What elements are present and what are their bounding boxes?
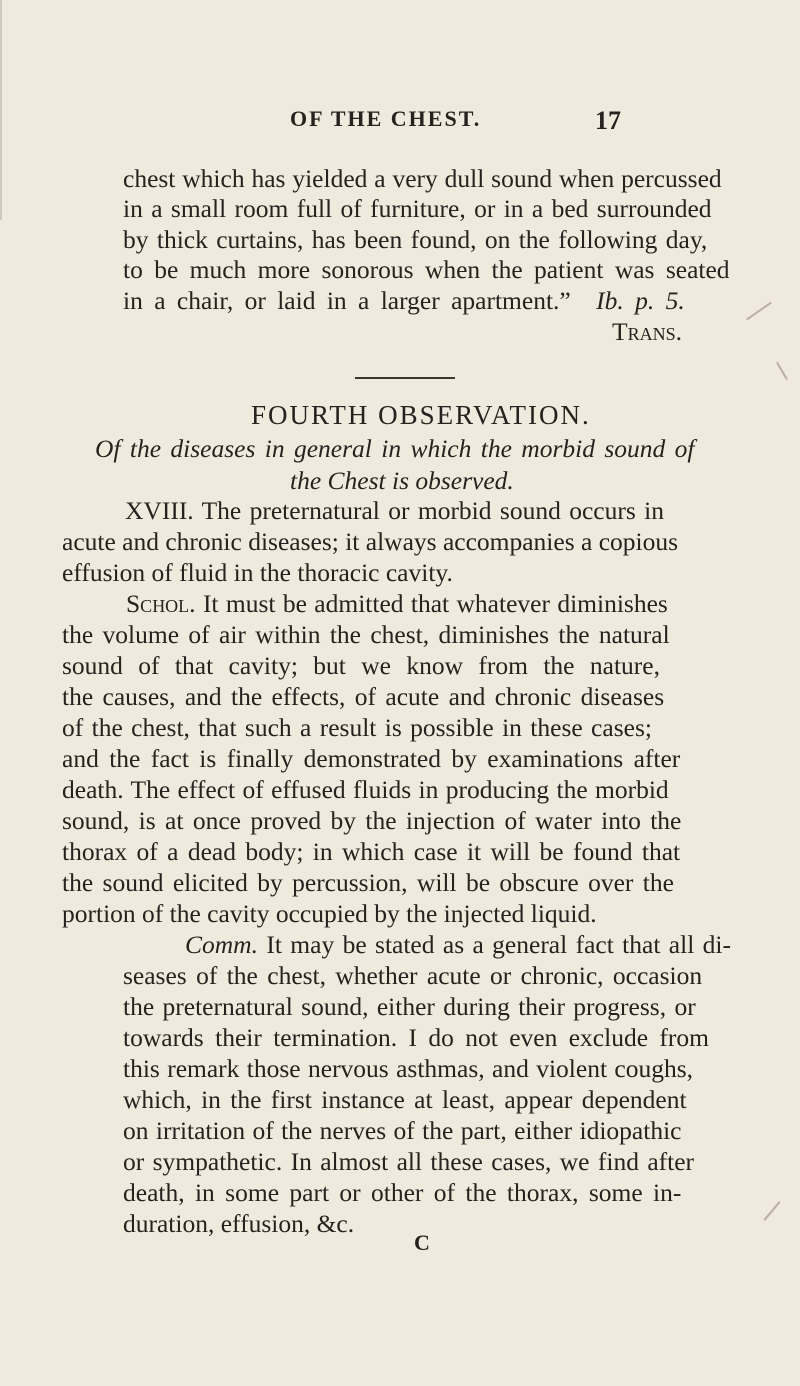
text-line: this remark those nervous asthmas, and violent coughs,	[123, 1054, 694, 1083]
quote-end-text: in a chair, or laid in a larger apartment.”	[123, 286, 571, 315]
paper-mark	[746, 302, 772, 321]
text-line	[126, 589, 668, 619]
citation-reference: Ib. p. 5.	[596, 286, 685, 315]
text-line: the causes, and the effects, of acute and chronic diseases	[62, 682, 665, 711]
text-line: thorax of a dead body; in which case it will be found that	[62, 837, 681, 866]
text-line: effusion of fluid in the thoracic cavity.	[62, 558, 453, 587]
text-line: by thick curtains, has been found, on the following day,	[123, 225, 708, 254]
translator-note: Trans.	[612, 317, 682, 346]
text-line: to be much more sonorous when the patient was seated	[123, 255, 730, 284]
section-divider	[355, 377, 455, 379]
section-subtitle: Of the diseases in general in which the morbid sound of	[95, 434, 695, 463]
text-line: towards their termination. I do not even exclude from	[123, 1023, 709, 1052]
page-number: 17	[595, 106, 621, 135]
text-line: and the fact is finally demonstrated by examinations after	[62, 744, 681, 773]
text-line: the preternatural sound, either during their progress, or	[123, 992, 696, 1021]
running-head	[0, 106, 800, 146]
text-line: portion of the cavity occupied by the injected liquid.	[62, 899, 597, 928]
text-line: sound, is at once proved by the injection of water into the	[62, 806, 682, 835]
text-line: or sympathetic. In almost all these cases, we find after	[123, 1147, 695, 1176]
running-title: OF THE CHEST.	[290, 106, 482, 131]
text-line: in a small room full of furniture, or in a bed surrounded	[123, 194, 712, 223]
text-line: death. The effect of effused fluids in producing the morbid	[62, 775, 669, 804]
text-line: sound of that cavity; but we know from the nature,	[62, 651, 660, 680]
text-line: seases of the chest, whether acute or chronic, occasion	[123, 961, 703, 990]
text-line: the volume of air within the chest, diminishes the natural	[62, 620, 670, 649]
text-line: which, in the first instance at least, appear dependent	[123, 1085, 687, 1114]
commentary-text: It may be stated as a general fact that all di-	[266, 930, 731, 959]
paper-mark	[764, 1201, 781, 1221]
scholium-label: Schol.	[126, 589, 196, 618]
signature-mark: C	[414, 1230, 430, 1255]
commentary-label: Comm.	[185, 930, 258, 959]
text-line: duration, effusion, &c.	[123, 1209, 355, 1238]
text-line	[123, 286, 685, 316]
paper-edge	[0, 0, 2, 220]
text-line: of the chest, that such a result is possible in these cases;	[62, 713, 652, 742]
scholium-text: It must be admitted that whatever diminishes	[202, 589, 668, 618]
text-line: death, in some part or other of the thorax, some in-	[123, 1178, 682, 1207]
section-heading: FOURTH OBSERVATION.	[251, 400, 591, 430]
text-line: the sound elicited by percussion, will be obscure over the	[62, 868, 674, 897]
paper-mark	[776, 362, 788, 380]
text-line: on irritation of the nerves of the part, either idiopathic	[123, 1116, 682, 1145]
section-subtitle: the Chest is observed.	[290, 466, 514, 495]
text-line	[185, 930, 731, 960]
text-line: XVIII. The preternatural or morbid sound occurs in	[125, 496, 664, 525]
text-line: acute and chronic diseases; it always accompanies a copious	[62, 527, 679, 556]
text-line: chest which has yielded a very dull sound when percussed	[123, 164, 722, 193]
